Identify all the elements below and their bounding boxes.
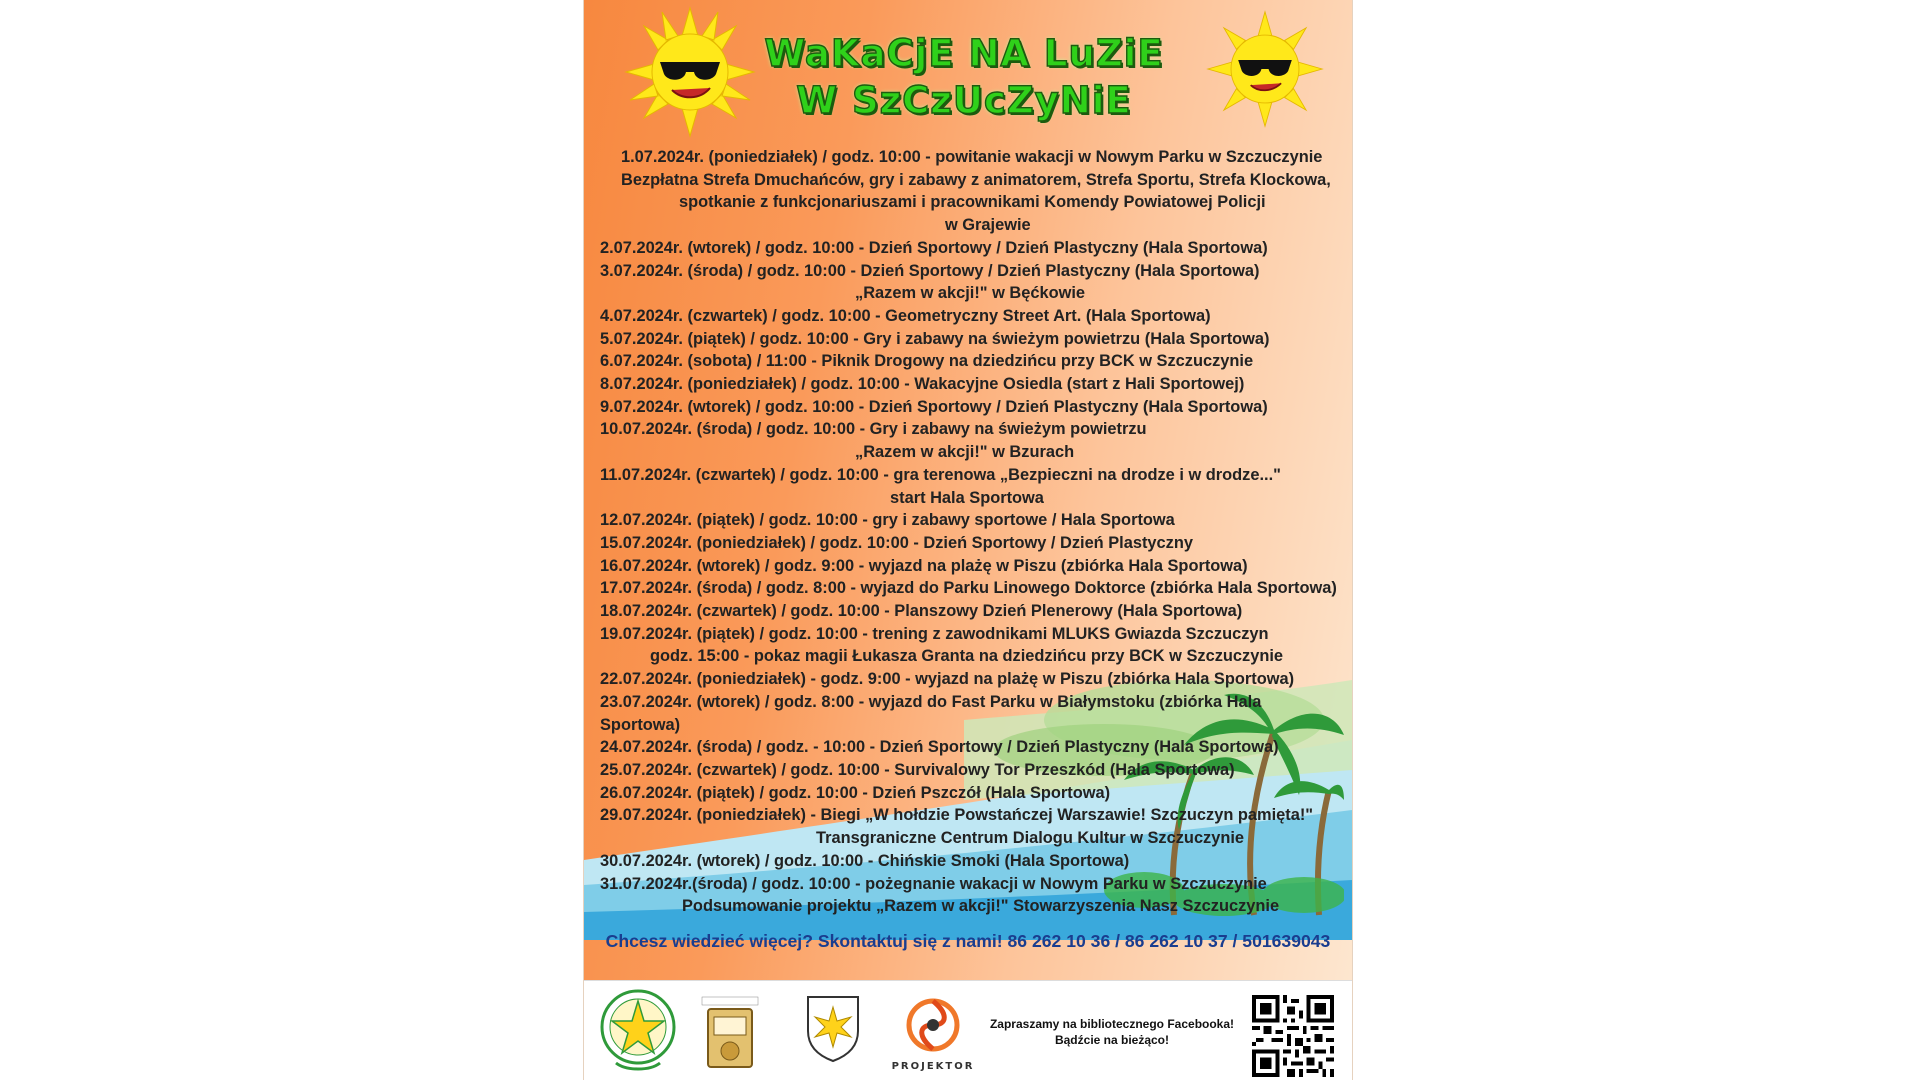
schedule-list — [600, 146, 1340, 918]
schedule-line: 22.07.2024r. (poniedziałek) - godz. 9:00 - wyjazd na plażę w Piszu (zbiórka Hala Sportowa) — [600, 670, 1295, 689]
facebook-invite — [982, 1016, 1242, 1048]
schedule-line: 26.07.2024r. (piątek) / godz. 10:00 - Dzień Pszczół (Hala Sportowa) — [600, 783, 1111, 802]
schedule-line: 5.07.2024r. (piątek) / godz. 10:00 - Gry i zabawy na świeżym powietrzu (Hala Sportowa) — [600, 329, 1270, 348]
schedule-line: 19.07.2024r. (piątek) / godz. 10:00 - trening z zawodnikami MLUKS Gwiazda Szczuczyn — [600, 624, 1269, 643]
schedule-line: 11.07.2024r. (czwartek) / godz. 10:00 - gra terenowa „Bezpieczni na drodze i w drodze..." — [600, 465, 1281, 484]
title-line-2: W SzCzUcZyNiE — [796, 79, 1132, 122]
schedule-line: 16.07.2024r. (wtorek) / godz. 9:00 - wyjazd na plażę w Piszu (zbiórka Hala Sportowa) — [600, 556, 1248, 575]
poster-title — [734, 30, 1194, 124]
schedule-line: 2.07.2024r. (wtorek) / godz. 10:00 - Dzień Sportowy / Dzień Plastyczny (Hala Sportowa) — [600, 238, 1268, 257]
facebook-invite-line-1: Zapraszamy na bibliotecznego Facebooka! — [989, 1017, 1235, 1031]
schedule-line: 29.07.2024r. (poniedziałek) - Biegi „W hołdzie Powstańczej Warszawie! Szczuczyn pamięta!" — [600, 806, 1314, 825]
qr-code[interactable] — [1252, 995, 1334, 1077]
schedule-line: „Razem w akcji!" w Bzurach — [855, 443, 1075, 462]
schedule-line: 10.07.2024r. (środa) / godz. 10:00 - Gry i zabawy na świeżym powietrzu — [600, 420, 1147, 439]
contact-line: Chcesz wiedzieć więcej? Skontaktuj się z nami! 86 262 10 36 / 86 262 10 37 / 501639043 — [605, 931, 1331, 951]
schedule-line: start Hala Sportowa — [890, 488, 1044, 507]
schedule-line: 8.07.2024r. (poniedziałek) / godz. 10:00 - Wakacyjne Osiedla (start z Hali Sportowej) — [600, 375, 1245, 394]
schedule-line: 3.07.2024r. (środa) / godz. 10:00 - Dzień Sportowy / Dzień Plastyczny (Hala Sportowa) — [600, 261, 1260, 280]
schedule-line: 30.07.2024r. (wtorek) / godz. 10:00 - Chińskie Smoki (Hala Sportowa) — [600, 851, 1130, 870]
schedule-line: godz. 15:00 - pokaz magii Łukasza Granta na dziedzińcu przy BCK w Szczuczynie — [650, 647, 1284, 666]
schedule-line: 23.07.2024r. (wtorek) / godz. 8:00 - wyjazd do Fast Parku w Białymstoku (zbiórka Hala Sportowa) — [600, 692, 1262, 734]
schedule-line: Transgraniczne Centrum Dialogu Kultur w Szczuczynie — [816, 829, 1245, 848]
schedule-line: 17.07.2024r. (środa) / godz. 8:00 - wyjazd do Parku Linowego Doktorce (zbiórka Hala Sportowa) — [600, 579, 1337, 598]
title-line-1: WaKaCjE NA LuZiE — [764, 32, 1164, 75]
schedule-line: 6.07.2024r. (sobota) / 11:00 - Piknik Drogowy na dziedzińcu przy BCK w Szczuczynie — [600, 352, 1254, 371]
herb-logo — [804, 993, 862, 1063]
sun-sunglasses-icon — [1206, 10, 1324, 128]
nasz-szczuczyn-logo — [696, 995, 764, 1073]
sponsor-footer — [584, 980, 1352, 1080]
schedule-line: 24.07.2024r. (środa) / godz. - 10:00 - Dzień Sportowy / Dzień Plastyczny (Hala Sportowa) — [600, 738, 1279, 757]
schedule-line: 31.07.2024r.(środa) / godz. 10:00 - pożegnanie wakacji w Nowym Parku w Szczuczynie — [600, 874, 1267, 893]
schedule-line: 4.07.2024r. (czwartek) / godz. 10:00 - Geometryczny Street Art. (Hala Sportowa) — [600, 306, 1211, 325]
schedule-line: 12.07.2024r. (piątek) / godz. 10:00 - gry i zabawy sportowe / Hala Sportowa — [600, 511, 1175, 530]
schedule-line: 18.07.2024r. (czwartek) / godz. 10:00 - Planszowy Dzień Plenerowy (Hala Sportowa) — [600, 602, 1243, 621]
poster — [583, 0, 1353, 1080]
schedule-line: 1.07.2024r. (poniedziałek) / godz. 10:00 - powitanie wakacji w Nowym Parku w Szczuczynie — [621, 148, 1323, 166]
gck-logo — [598, 987, 678, 1073]
schedule-line: 15.07.2024r. (poniedziałek) / godz. 10:00 - Dzień Sportowy / Dzień Plastyczny — [600, 533, 1193, 552]
schedule-line: w Grajewie — [945, 216, 1031, 235]
schedule-line: 25.07.2024r. (czwartek) / godz. 10:00 - Survivalowy Tor Przeszkód (Hala Sportowa) — [600, 760, 1235, 779]
schedule-line: 9.07.2024r. (wtorek) / godz. 10:00 - Dzień Sportowy / Dzień Plastyczny (Hala Sportowa) — [600, 397, 1268, 416]
schedule-line: spotkanie z funkcjonariuszami i pracownikami Komendy Powiatowej Policji — [679, 193, 1266, 212]
projektor-label: PROJEKTOR — [891, 1061, 975, 1072]
schedule-line: Bezpłatna Strefa Dmuchańców, gry i zabawy z animatorem, Strefa Sportu, Strefa Klockowa, — [621, 170, 1331, 189]
schedule-line: „Razem w akcji!" w Bęćkowie — [855, 284, 1086, 303]
schedule-line: Podsumowanie projektu „Razem w akcji!" Stowarzyszenia Nasz Szczuczynie — [682, 897, 1280, 916]
facebook-invite-line-2: Bądźcie na bieżąco! — [1054, 1033, 1170, 1047]
